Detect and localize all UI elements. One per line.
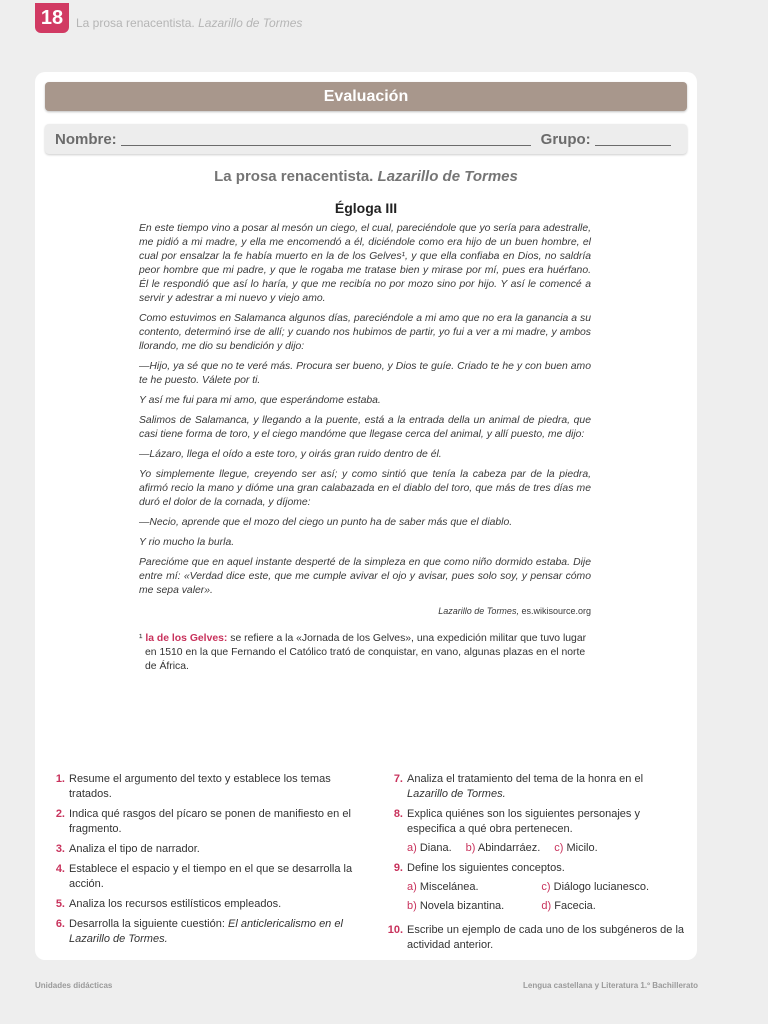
- question-number: 2.: [55, 808, 65, 820]
- header-section: La prosa renacentista.: [76, 16, 195, 30]
- option-label: Miscelánea.: [419, 881, 479, 893]
- footnote-line: de África.: [145, 661, 189, 672]
- footnote: [139, 632, 591, 674]
- text-title: [35, 168, 697, 185]
- source-title: Lazarillo de Tormes,: [438, 606, 519, 616]
- paragraph: Y rio mucho la burla.: [139, 537, 235, 548]
- question-number: 9.: [393, 862, 403, 874]
- name-field[interactable]: [121, 132, 531, 146]
- source-site: es.wikisource.org: [521, 606, 591, 616]
- option-letter: b): [407, 900, 417, 912]
- evaluation-card: [35, 72, 697, 960]
- question-item: [47, 807, 353, 837]
- footnote-marker: ¹: [139, 633, 143, 644]
- option-letter: c): [554, 842, 564, 854]
- evaluation-title: Evaluación: [45, 82, 687, 111]
- question-text: Resume el argumento del texto y establece los temas tratados.: [69, 773, 331, 800]
- question-text-main: Explica quiénes son los siguientes personajes y especifica a qué obra pertenecen.: [407, 808, 640, 835]
- name-label: Nombre:: [55, 130, 117, 148]
- option-letter: a): [407, 842, 417, 854]
- question-text: [407, 772, 687, 802]
- option-label: Micilo.: [566, 842, 598, 854]
- option-item: [554, 841, 597, 856]
- question-item: [385, 923, 687, 953]
- question-number: 3.: [55, 843, 65, 855]
- question-item: [47, 862, 353, 892]
- running-header: [76, 16, 302, 30]
- group-field[interactable]: [595, 132, 671, 146]
- option-letter: b): [465, 842, 476, 854]
- option-letter: a): [407, 881, 417, 893]
- question-text-main: Analiza el tratamiento del tema de la honra en el: [407, 773, 644, 785]
- option-label: Novela bizantina.: [419, 900, 505, 912]
- question-item: [385, 807, 687, 856]
- question-number: 7.: [393, 773, 403, 785]
- question-text: Indica qué rasgos del pícaro se ponen de manifiesto en el fragmento.: [69, 808, 351, 835]
- question-number: 6.: [55, 918, 65, 930]
- question-text-italic: Lazarillo de Tormes.: [407, 788, 506, 800]
- question-text: [69, 917, 353, 947]
- footnote-line: se refiere a la «Jornada de los Gelves», una expedición militar que tuvo lugar: [230, 633, 587, 644]
- excerpt-text: [139, 222, 591, 618]
- group-label: Grupo:: [540, 130, 591, 148]
- source-citation: [139, 604, 591, 618]
- option-label: Facecia.: [554, 900, 596, 912]
- option-label: Diálogo lucianesco.: [553, 881, 650, 893]
- text-title-italic: Lazarillo de Tormes: [377, 168, 518, 185]
- question-text: Analiza los recursos estilísticos empleados.: [69, 898, 282, 910]
- footnote-line: en 1510 en la que Fernando el Católico trató de conquistar, en vano, algunas plazas en el norte: [145, 647, 586, 658]
- footer-left: Unidades didácticas: [35, 981, 113, 990]
- question-item: [47, 842, 353, 857]
- question-text: Analiza el tipo de narrador.: [69, 843, 200, 855]
- paragraph: Salimos de Salamanca, y llegando a la puente, está a la entrada della un animal de piedra, que casi tiene forma de toro, y el ciego mandóme que llegase cerca del animal, y allí puesto, me dijo:: [139, 415, 591, 440]
- poem-title: Égloga III: [334, 200, 398, 216]
- option-label: Abindarráez.: [477, 842, 541, 854]
- page-number-badge: 18: [35, 3, 69, 33]
- option-label: Diana.: [419, 842, 452, 854]
- paragraph: —Hijo, ya sé que no te veré más. Procura ser bueno, y Dios te guíe. Criado te he y con buen amo te he puesto. Válete por ti.: [139, 361, 591, 386]
- option-item: [407, 841, 452, 856]
- footer-right: Lengua castellana y Literatura 1.º Bachillerato: [523, 981, 698, 990]
- name-group-bar: [45, 124, 687, 154]
- question-number: 8.: [393, 808, 403, 820]
- question-item: [385, 861, 687, 918]
- header-section-italic: Lazarillo de Tormes: [198, 16, 303, 30]
- option-item: [407, 880, 541, 895]
- question-options: [407, 841, 687, 856]
- question-text: Escribe un ejemplo de cada uno de los subgéneros de la actividad anterior.: [407, 924, 685, 951]
- text-title-main: La prosa renacentista.: [214, 168, 374, 185]
- question-number: 10.: [387, 924, 403, 936]
- question-text: Establece el espacio y el tiempo en el que se desarrolla la acción.: [69, 863, 353, 890]
- option-item: [541, 880, 675, 895]
- question-text-main: Define los siguientes conceptos.: [407, 862, 565, 874]
- question-text: [407, 807, 687, 856]
- question-item: [47, 917, 353, 947]
- question-number: 5.: [55, 898, 65, 910]
- question-options: [407, 880, 687, 918]
- footnote-term: la de los Gelves:: [145, 633, 228, 644]
- question-number: 1.: [55, 773, 65, 785]
- option-letter: d): [541, 900, 552, 912]
- paragraph: Parecióme que en aquel instante desperté de la simpleza en que como niño dormido estaba. Dije entre mí: «Verdad dice este, que me cumple avivar el ojo y avisar, pues solo soy, y pensar cómo me sepa valer».: [139, 557, 591, 596]
- question-item: [385, 772, 687, 802]
- question-text-main: Desarrolla la siguiente cuestión:: [69, 918, 225, 930]
- question-number: 4.: [55, 863, 65, 875]
- question-text: [407, 861, 687, 918]
- questions-left-column: [47, 772, 353, 952]
- paragraph: Como estuvimos en Salamanca algunos días, pareciéndole a mi amo que no era la ganancia a su contento, determinó irse de allí; y cuando nos hubimos de partir, yo fui a ver a mi madre, y ambos llorando, me dio su bendición y dijo:: [139, 313, 591, 352]
- paragraph: —Necio, aprende que el mozo del ciego un punto ha de saber más que el diablo.: [139, 517, 513, 528]
- question-item: [47, 772, 353, 802]
- question-text-italic: El anticlericalismo en el Lazarillo de Tormes.: [69, 918, 343, 945]
- option-item: [407, 899, 541, 914]
- option-item: [466, 841, 541, 856]
- paragraph: Yo simplemente llegue, creyendo ser así; y como sintió que tenía la cabeza par de la piedra, afirmó recio la mano y dióme una gran calabazada en el diablo del toro, que más de tres días me duró el dolor de la cornada, y díjome:: [139, 469, 591, 508]
- option-letter: c): [541, 881, 551, 893]
- question-item: [47, 897, 353, 912]
- questions-right-column: [385, 772, 687, 958]
- paragraph: —Lázaro, llega el oído a este toro, y oirás gran ruido dentro de él.: [139, 449, 442, 460]
- option-item: [541, 899, 675, 914]
- paragraph: Y así me fui para mi amo, que esperándome estaba.: [139, 395, 381, 406]
- paragraph: En este tiempo vino a posar al mesón un ciego, el cual, pareciéndole que yo sería para adestralle, me pidió a mi madre, y ella me encomendó a él, diciéndole como era hijo de un buen hombre, el cual por ensalzar la fe había muerto en la de los Gelves¹, y que ella confiaba en Dios, no saldría peor hombre que mi padre, y que le rogaba me tratase bien y mirase por mí, pues era huérfano. Él le respondió que así lo haría, y que me recibía no por mozo sino por hijo. Y así le comencé a servir y adestrar a mi nuevo y viejo amo.: [139, 223, 591, 304]
